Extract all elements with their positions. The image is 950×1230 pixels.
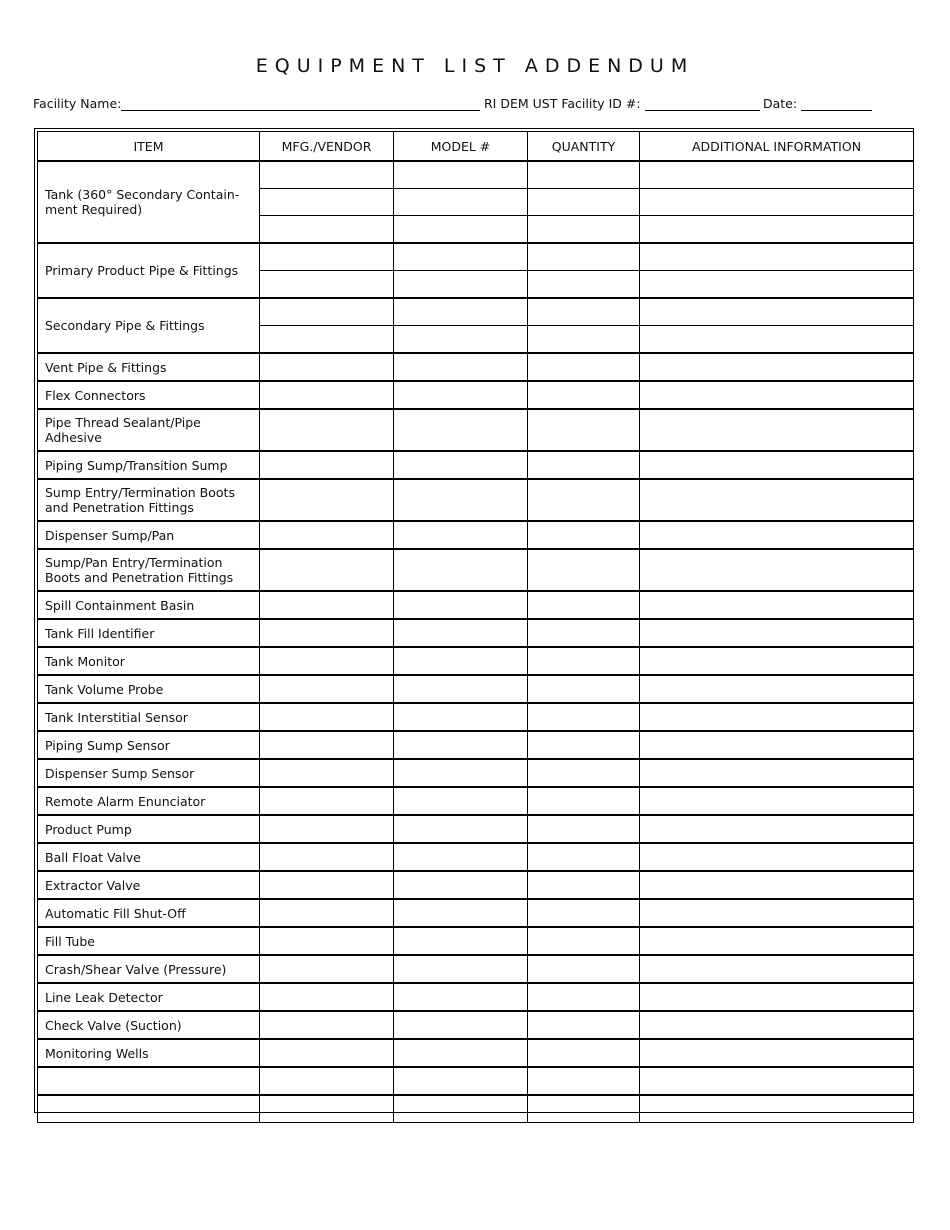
model-cell[interactable] — [394, 647, 528, 675]
additional-info-cell[interactable] — [640, 871, 914, 899]
additional-info-cell[interactable] — [640, 451, 914, 479]
additional-info-cell[interactable] — [640, 216, 914, 244]
quantity-cell[interactable] — [528, 1067, 640, 1095]
quantity-cell[interactable] — [528, 787, 640, 815]
additional-info-cell[interactable] — [640, 243, 914, 271]
table-row — [38, 815, 914, 843]
model-cell[interactable] — [394, 871, 528, 899]
item-label: Line Leak Detector — [38, 983, 260, 1011]
facility-name-field[interactable] — [121, 110, 480, 111]
additional-info-cell[interactable] — [640, 1067, 914, 1095]
additional-info-cell[interactable] — [640, 647, 914, 675]
additional-info-cell[interactable] — [640, 298, 914, 326]
quantity-cell[interactable] — [528, 409, 640, 451]
vendor-cell[interactable] — [260, 479, 394, 521]
equipment-table — [37, 131, 914, 1123]
column-header-item: ITEM — [38, 132, 260, 162]
facility-id-label: RI DEM UST Facility ID #: — [484, 96, 641, 111]
item-label: Spill Containment Basin — [38, 591, 260, 619]
table-row — [38, 591, 914, 619]
additional-info-cell[interactable] — [640, 271, 914, 299]
header-fields — [33, 95, 878, 113]
item-label: Secondary Pipe & Fittings — [38, 298, 260, 353]
quantity-cell[interactable] — [528, 927, 640, 955]
additional-info-cell[interactable] — [640, 1011, 914, 1039]
vendor-cell[interactable] — [260, 216, 394, 244]
item-label: Dispenser Sump Sensor — [38, 759, 260, 787]
quantity-cell[interactable] — [528, 843, 640, 871]
quantity-cell[interactable] — [528, 161, 640, 189]
date-label: Date: — [763, 96, 798, 111]
additional-info-cell[interactable] — [640, 675, 914, 703]
additional-info-cell[interactable] — [640, 787, 914, 815]
table-row — [38, 731, 914, 759]
column-header-vendor: MFG./VENDOR — [260, 132, 394, 162]
model-cell[interactable] — [394, 591, 528, 619]
table-row — [38, 1067, 914, 1095]
item-label: Check Valve (Suction) — [38, 1011, 260, 1039]
table-row — [38, 298, 914, 326]
additional-info-cell[interactable] — [640, 759, 914, 787]
model-cell[interactable] — [394, 815, 528, 843]
vendor-cell[interactable] — [260, 927, 394, 955]
quantity-cell[interactable] — [528, 353, 640, 381]
item-label — [38, 1095, 260, 1123]
quantity-cell[interactable] — [528, 243, 640, 271]
table-row — [38, 521, 914, 549]
table-row — [38, 381, 914, 409]
table-row — [38, 647, 914, 675]
additional-info-cell[interactable] — [640, 955, 914, 983]
model-cell[interactable] — [394, 298, 528, 326]
vendor-cell[interactable] — [260, 619, 394, 647]
additional-info-cell[interactable] — [640, 381, 914, 409]
additional-info-cell[interactable] — [640, 326, 914, 354]
model-cell[interactable] — [394, 549, 528, 591]
table-row — [38, 983, 914, 1011]
table-row — [38, 549, 914, 591]
quantity-cell[interactable] — [528, 1039, 640, 1067]
model-cell[interactable] — [394, 381, 528, 409]
quantity-cell[interactable] — [528, 521, 640, 549]
item-label — [38, 1067, 260, 1095]
item-label: Extractor Valve — [38, 871, 260, 899]
additional-info-cell[interactable] — [640, 591, 914, 619]
table-row — [38, 619, 914, 647]
quantity-cell[interactable] — [528, 899, 640, 927]
item-label: Tank Monitor — [38, 647, 260, 675]
vendor-cell[interactable] — [260, 675, 394, 703]
item-label: Tank Fill Identifier — [38, 619, 260, 647]
vendor-cell[interactable] — [260, 591, 394, 619]
model-cell[interactable] — [394, 983, 528, 1011]
model-cell[interactable] — [394, 216, 528, 244]
item-label: Remote Alarm Enunciator — [38, 787, 260, 815]
model-cell[interactable] — [394, 675, 528, 703]
model-cell[interactable] — [394, 1039, 528, 1067]
quantity-cell[interactable] — [528, 591, 640, 619]
vendor-cell[interactable] — [260, 899, 394, 927]
item-label: Tank Interstitial Sensor — [38, 703, 260, 731]
model-cell[interactable] — [394, 521, 528, 549]
vendor-cell[interactable] — [260, 353, 394, 381]
additional-info-cell[interactable] — [640, 899, 914, 927]
additional-info-cell[interactable] — [640, 521, 914, 549]
additional-info-cell[interactable] — [640, 843, 914, 871]
vendor-cell[interactable] — [260, 843, 394, 871]
table-row — [38, 479, 914, 521]
quantity-cell[interactable] — [528, 451, 640, 479]
quantity-cell[interactable] — [528, 271, 640, 299]
additional-info-cell[interactable] — [640, 479, 914, 521]
table-row — [38, 243, 914, 271]
model-cell[interactable] — [394, 1067, 528, 1095]
model-cell[interactable] — [394, 927, 528, 955]
quantity-cell[interactable] — [528, 983, 640, 1011]
item-label: Monitoring Wells — [38, 1039, 260, 1067]
model-cell[interactable] — [394, 731, 528, 759]
model-cell[interactable] — [394, 703, 528, 731]
vendor-cell[interactable] — [260, 189, 394, 216]
vendor-cell[interactable] — [260, 271, 394, 299]
additional-info-cell[interactable] — [640, 815, 914, 843]
table-row — [38, 899, 914, 927]
table-row — [38, 409, 914, 451]
additional-info-cell[interactable] — [640, 927, 914, 955]
item-label: Tank (360° Secondary Contain-ment Required) — [38, 161, 260, 243]
model-cell[interactable] — [394, 955, 528, 983]
table-row — [38, 759, 914, 787]
quantity-cell[interactable] — [528, 189, 640, 216]
facility-name-label: Facility Name: — [33, 96, 122, 111]
model-cell[interactable] — [394, 479, 528, 521]
table-row — [38, 161, 914, 189]
model-cell[interactable] — [394, 451, 528, 479]
quantity-cell[interactable] — [528, 647, 640, 675]
facility-id-field[interactable] — [645, 110, 760, 111]
vendor-cell[interactable] — [260, 815, 394, 843]
vendor-cell[interactable] — [260, 549, 394, 591]
quantity-cell[interactable] — [528, 871, 640, 899]
vendor-cell[interactable] — [260, 521, 394, 549]
table-row — [38, 955, 914, 983]
additional-info-cell[interactable] — [640, 161, 914, 189]
vendor-cell[interactable] — [260, 298, 394, 326]
table-row — [38, 843, 914, 871]
item-label: Primary Product Pipe & Fittings — [38, 243, 260, 298]
table-row — [38, 451, 914, 479]
table-row — [38, 871, 914, 899]
vendor-cell[interactable] — [260, 787, 394, 815]
additional-info-cell[interactable] — [640, 353, 914, 381]
model-cell[interactable] — [394, 161, 528, 189]
table-row — [38, 675, 914, 703]
additional-info-cell[interactable] — [640, 1095, 914, 1123]
model-cell[interactable] — [394, 787, 528, 815]
vendor-cell[interactable] — [260, 451, 394, 479]
vendor-cell[interactable] — [260, 759, 394, 787]
additional-info-cell[interactable] — [640, 1039, 914, 1067]
model-cell[interactable] — [394, 189, 528, 216]
quantity-cell[interactable] — [528, 619, 640, 647]
quantity-cell[interactable] — [528, 479, 640, 521]
vendor-cell[interactable] — [260, 703, 394, 731]
item-label: Flex Connectors — [38, 381, 260, 409]
item-label: Automatic Fill Shut-Off — [38, 899, 260, 927]
table-body — [38, 161, 914, 1123]
item-label: Piping Sump/Transition Sump — [38, 451, 260, 479]
additional-info-cell[interactable] — [640, 549, 914, 591]
item-label: Vent Pipe & Fittings — [38, 353, 260, 381]
vendor-cell[interactable] — [260, 326, 394, 354]
additional-info-cell[interactable] — [640, 703, 914, 731]
model-cell[interactable] — [394, 1095, 528, 1123]
vendor-cell[interactable] — [260, 871, 394, 899]
quantity-cell[interactable] — [528, 298, 640, 326]
item-label: Sump/Pan Entry/Termination Boots and Penetration Fittings — [38, 549, 260, 591]
quantity-cell[interactable] — [528, 381, 640, 409]
vendor-cell[interactable] — [260, 381, 394, 409]
item-label: Pipe Thread Sealant/Pipe Adhesive — [38, 409, 260, 451]
column-header-model: MODEL # — [394, 132, 528, 162]
model-cell[interactable] — [394, 619, 528, 647]
model-cell[interactable] — [394, 899, 528, 927]
additional-info-cell[interactable] — [640, 409, 914, 451]
additional-info-cell[interactable] — [640, 983, 914, 1011]
vendor-cell[interactable] — [260, 1039, 394, 1067]
table-row — [38, 1011, 914, 1039]
model-cell[interactable] — [394, 243, 528, 271]
quantity-cell[interactable] — [528, 216, 640, 244]
vendor-cell[interactable] — [260, 409, 394, 451]
table-row — [38, 787, 914, 815]
table-row — [38, 703, 914, 731]
quantity-cell[interactable] — [528, 955, 640, 983]
page-title: EQUIPMENT LIST ADDENDUM — [255, 55, 695, 77]
model-cell[interactable] — [394, 843, 528, 871]
additional-info-cell[interactable] — [640, 189, 914, 216]
quantity-cell[interactable] — [528, 1011, 640, 1039]
quantity-cell[interactable] — [528, 1095, 640, 1123]
additional-info-cell[interactable] — [640, 731, 914, 759]
column-header-additional-info: ADDITIONAL INFORMATION — [640, 132, 914, 162]
quantity-cell[interactable] — [528, 703, 640, 731]
quantity-cell[interactable] — [528, 549, 640, 591]
item-label: Ball Float Valve — [38, 843, 260, 871]
vendor-cell[interactable] — [260, 1011, 394, 1039]
model-cell[interactable] — [394, 326, 528, 354]
quantity-cell[interactable] — [528, 759, 640, 787]
model-cell[interactable] — [394, 1011, 528, 1039]
item-label: Sump Entry/Termination Boots and Penetration Fittings — [38, 479, 260, 521]
item-label: Dispenser Sump/Pan — [38, 521, 260, 549]
column-header-quantity: QUANTITY — [528, 132, 640, 162]
item-label: Fill Tube — [38, 927, 260, 955]
vendor-cell[interactable] — [260, 243, 394, 271]
vendor-cell[interactable] — [260, 1067, 394, 1095]
table-row — [38, 1095, 914, 1123]
vendor-cell[interactable] — [260, 161, 394, 189]
table-row — [38, 353, 914, 381]
model-cell[interactable] — [394, 271, 528, 299]
item-label: Product Pump — [38, 815, 260, 843]
model-cell[interactable] — [394, 353, 528, 381]
quantity-cell[interactable] — [528, 675, 640, 703]
item-label: Crash/Shear Valve (Pressure) — [38, 955, 260, 983]
vendor-cell[interactable] — [260, 647, 394, 675]
table-row — [38, 1039, 914, 1067]
model-cell[interactable] — [394, 759, 528, 787]
date-field[interactable] — [801, 110, 872, 111]
quantity-cell[interactable] — [528, 815, 640, 843]
vendor-cell[interactable] — [260, 983, 394, 1011]
item-label: Piping Sump Sensor — [38, 731, 260, 759]
quantity-cell[interactable] — [528, 731, 640, 759]
additional-info-cell[interactable] — [640, 619, 914, 647]
table-row — [38, 927, 914, 955]
vendor-cell[interactable] — [260, 1095, 394, 1123]
vendor-cell[interactable] — [260, 731, 394, 759]
item-label: Tank Volume Probe — [38, 675, 260, 703]
model-cell[interactable] — [394, 409, 528, 451]
vendor-cell[interactable] — [260, 955, 394, 983]
table-header-row — [38, 132, 914, 162]
quantity-cell[interactable] — [528, 326, 640, 354]
